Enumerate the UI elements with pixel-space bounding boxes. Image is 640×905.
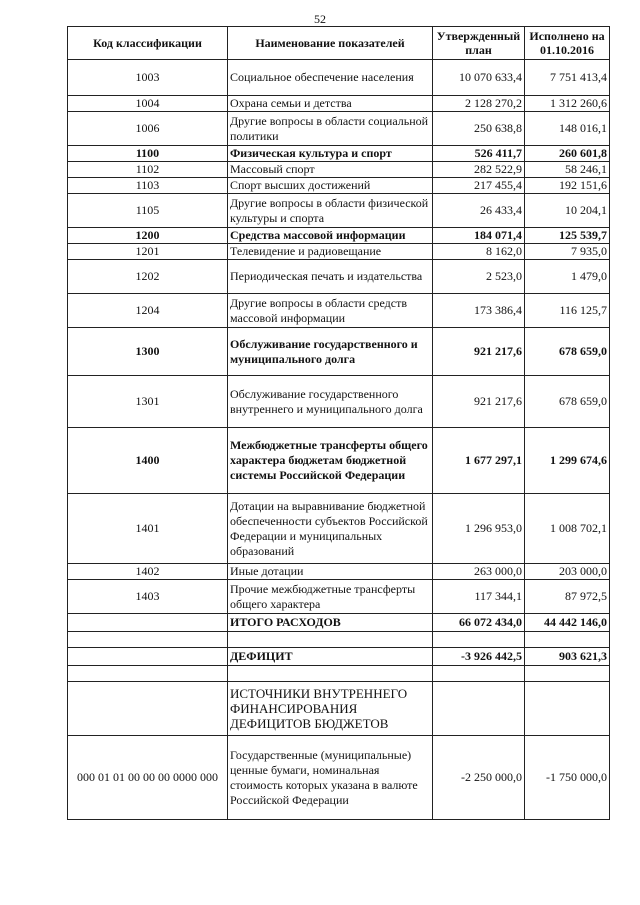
table-row [68, 648, 610, 666]
table-row [68, 328, 610, 376]
row-plan-cell [433, 666, 525, 682]
table-row [68, 376, 610, 428]
table-row [68, 146, 610, 162]
page-number: 52 [314, 12, 326, 26]
table-row [68, 60, 610, 96]
table-row [68, 260, 610, 294]
row-name-cell: Массовый спорт [228, 162, 433, 178]
row-code-cell: 1105 [68, 194, 228, 228]
row-code-cell: 1400 [68, 428, 228, 494]
row-name-cell: Обслуживание государственного внутреннего и муниципального долга [228, 376, 433, 428]
row-plan-cell [433, 632, 525, 648]
row-name-cell: Межбюджетные трансферты общего характера бюджетам бюджетной системы Российской Федерации [228, 428, 433, 494]
row-executed-cell: 903 621,3 [525, 648, 610, 666]
row-name-cell: Другие вопросы в области физической культуры и спорта [228, 194, 433, 228]
row-executed-cell: 44 442 146,0 [525, 614, 610, 632]
table-row [68, 564, 610, 580]
row-code-cell: 1006 [68, 112, 228, 146]
row-code-cell: 000 01 01 00 00 00 0000 000 [68, 736, 228, 820]
row-plan-cell [433, 682, 525, 736]
row-code-cell: 1103 [68, 178, 228, 194]
row-executed-cell: 678 659,0 [525, 376, 610, 428]
row-plan-cell: 526 411,7 [433, 146, 525, 162]
row-code-cell: 1300 [68, 328, 228, 376]
row-code-cell: 1204 [68, 294, 228, 328]
row-plan-cell: 263 000,0 [433, 564, 525, 580]
row-plan-cell: 184 071,4 [433, 228, 525, 244]
row-plan-cell: 173 386,4 [433, 294, 525, 328]
row-code-cell: 1003 [68, 60, 228, 96]
row-plan-cell: 1 296 953,0 [433, 494, 525, 564]
row-executed-cell: 678 659,0 [525, 328, 610, 376]
row-executed-cell: 87 972,5 [525, 580, 610, 614]
row-name-cell: ИСТОЧНИКИ ВНУТРЕННЕГО ФИНАНСИРОВАНИЯ ДЕФИЦИТОВ БЮДЖЕТОВ [228, 682, 433, 736]
row-plan-cell: 921 217,6 [433, 376, 525, 428]
table-body [68, 60, 610, 820]
row-executed-cell [525, 632, 610, 648]
table-row [68, 294, 610, 328]
table-row [68, 112, 610, 146]
row-plan-cell: 1 677 297,1 [433, 428, 525, 494]
table-row [68, 494, 610, 564]
row-executed-cell: 7 751 413,4 [525, 60, 610, 96]
row-code-cell: 1201 [68, 244, 228, 260]
row-name-cell: Спорт высших достижений [228, 178, 433, 194]
row-code-cell [68, 666, 228, 682]
row-code-cell: 1402 [68, 564, 228, 580]
row-name-cell: Другие вопросы в области средств массовой информации [228, 294, 433, 328]
table-row [68, 244, 610, 260]
table-row [68, 666, 610, 682]
header-executed: Исполнено на 01.10.2016 [525, 27, 610, 60]
row-name-cell: Прочие межбюджетные трансферты общего характера [228, 580, 433, 614]
row-code-cell: 1403 [68, 580, 228, 614]
header-code: Код классификации [68, 27, 228, 60]
row-plan-cell: 2 128 270,2 [433, 96, 525, 112]
row-name-cell: Иные дотации [228, 564, 433, 580]
row-executed-cell: 1 299 674,6 [525, 428, 610, 494]
row-plan-cell: 921 217,6 [433, 328, 525, 376]
table-row [68, 736, 610, 820]
row-executed-cell: 260 601,8 [525, 146, 610, 162]
row-executed-cell: 148 016,1 [525, 112, 610, 146]
row-executed-cell: 1 479,0 [525, 260, 610, 294]
row-plan-cell: 10 070 633,4 [433, 60, 525, 96]
table-row [68, 194, 610, 228]
table-header-row [68, 27, 610, 60]
header-name: Наименование показателей [228, 27, 433, 60]
row-name-cell: Социальное обеспечение населения [228, 60, 433, 96]
table-row [68, 162, 610, 178]
table-row [68, 580, 610, 614]
row-plan-cell: 217 455,4 [433, 178, 525, 194]
row-name-cell: Государственные (муниципальные) ценные бумаги, номинальная стоимость которых указана в валюте Российской Федерации [228, 736, 433, 820]
row-plan-cell: 250 638,8 [433, 112, 525, 146]
row-name-cell: ИТОГО РАСХОДОВ [228, 614, 433, 632]
row-executed-cell: 192 151,6 [525, 178, 610, 194]
row-code-cell [68, 614, 228, 632]
row-executed-cell: 1 312 260,6 [525, 96, 610, 112]
row-name-cell: Средства массовой информации [228, 228, 433, 244]
row-executed-cell [525, 666, 610, 682]
row-plan-cell: 117 344,1 [433, 580, 525, 614]
row-executed-cell: 10 204,1 [525, 194, 610, 228]
row-code-cell: 1100 [68, 146, 228, 162]
row-name-cell: Периодическая печать и издательства [228, 260, 433, 294]
row-code-cell [68, 682, 228, 736]
row-code-cell: 1102 [68, 162, 228, 178]
table-row [68, 178, 610, 194]
row-executed-cell [525, 682, 610, 736]
header-plan: Утвержденный план [433, 27, 525, 60]
row-name-cell: Обслуживание государственного и муниципального долга [228, 328, 433, 376]
row-code-cell: 1301 [68, 376, 228, 428]
table-row [68, 96, 610, 112]
table-row [68, 228, 610, 244]
row-name-cell: Охрана семьи и детства [228, 96, 433, 112]
row-executed-cell: 116 125,7 [525, 294, 610, 328]
row-executed-cell: 125 539,7 [525, 228, 610, 244]
table-row [68, 632, 610, 648]
row-name-cell [228, 632, 433, 648]
row-plan-cell: 8 162,0 [433, 244, 525, 260]
row-plan-cell: 2 523,0 [433, 260, 525, 294]
row-plan-cell: 66 072 434,0 [433, 614, 525, 632]
row-name-cell: ДЕФИЦИТ [228, 648, 433, 666]
row-executed-cell: 7 935,0 [525, 244, 610, 260]
row-name-cell: Телевидение и радиовещание [228, 244, 433, 260]
row-code-cell: 1401 [68, 494, 228, 564]
table-row [68, 682, 610, 736]
row-plan-cell: -3 926 442,5 [433, 648, 525, 666]
row-code-cell: 1202 [68, 260, 228, 294]
budget-table [67, 26, 610, 820]
table-row [68, 614, 610, 632]
row-plan-cell: -2 250 000,0 [433, 736, 525, 820]
row-executed-cell: 58 246,1 [525, 162, 610, 178]
row-name-cell: Дотации на выравнивание бюджетной обеспеченности субъектов Российской Федерации и муниципальных образований [228, 494, 433, 564]
row-code-cell [68, 648, 228, 666]
row-executed-cell: 1 008 702,1 [525, 494, 610, 564]
row-code-cell: 1004 [68, 96, 228, 112]
row-plan-cell: 282 522,9 [433, 162, 525, 178]
row-executed-cell: 203 000,0 [525, 564, 610, 580]
row-name-cell: Физическая культура и спорт [228, 146, 433, 162]
row-code-cell: 1200 [68, 228, 228, 244]
row-executed-cell: -1 750 000,0 [525, 736, 610, 820]
row-code-cell [68, 632, 228, 648]
table-row [68, 428, 610, 494]
row-plan-cell: 26 433,4 [433, 194, 525, 228]
row-name-cell: Другие вопросы в области социальной политики [228, 112, 433, 146]
row-name-cell [228, 666, 433, 682]
